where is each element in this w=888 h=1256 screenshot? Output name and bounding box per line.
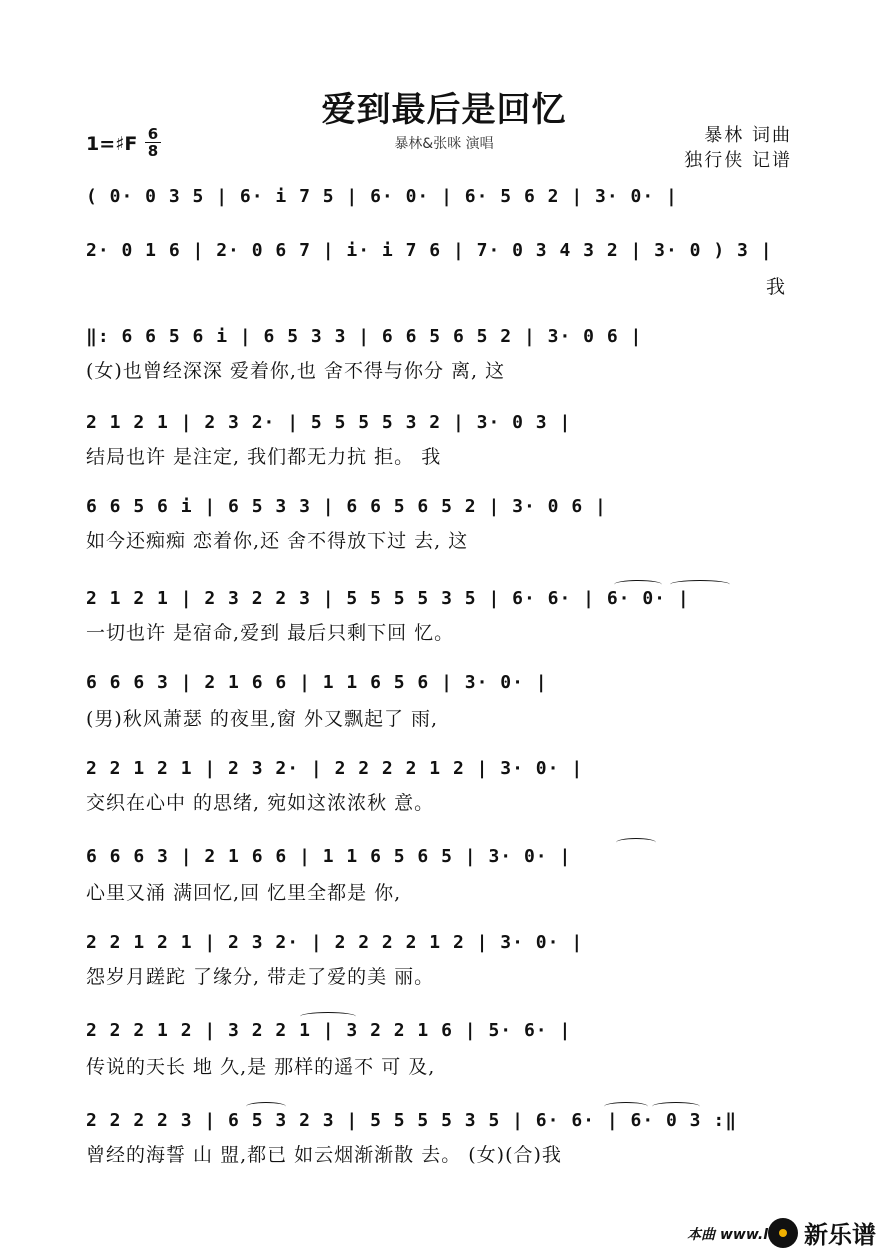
notes: 2 2 2 1 2 | 3 2 2 1 | 3 2 2 1 6 | 5· 6· |: [86, 1020, 572, 1041]
singers: 暴林&张咪 演唱: [394, 136, 494, 152]
notes: 2· 0 1 6 | 2· 0 6 7 | i· i 7 6 | 7· 0 3 4 3 2 | 3· 0 ) 3 |: [86, 240, 773, 261]
time-bottom: 8: [147, 142, 159, 160]
lyrics: 曾经的海誓 山 盟,都已 如云烟渐渐散 去。 (女)(合)我: [86, 1144, 562, 1166]
lyrics: 传说的天长 地 久,是 那样的遥不 可 及,: [86, 1056, 436, 1078]
credit-transcriber: 独行侠 记谱: [684, 150, 792, 171]
logo-name: 新乐谱: [804, 1221, 876, 1249]
notes: 2 2 2 2 3 | 6 5 3 2 3 | 5 5 5 5 3 5 | 6· 6· | 6· 0 3 :‖: [86, 1110, 738, 1131]
notes: ‖: 6 6 5 6 i | 6 5 3 3 | 6 6 5 6 5 2 | 3· 0 6 |: [86, 326, 643, 347]
lyrics: 我: [766, 276, 787, 298]
page-title: 爱到最后是回忆: [321, 90, 567, 130]
notes: 2 2 1 2 1 | 2 3 2· | 2 2 2 2 1 2 | 3· 0· |: [86, 932, 584, 953]
site-watermark-text: 本曲 www.l: [687, 1227, 768, 1243]
notes: 6 6 6 3 | 2 1 6 6 | 1 1 6 5 6 5 | 3· 0· |: [86, 846, 572, 867]
notes: 2 2 1 2 1 | 2 3 2· | 2 2 2 2 1 2 | 3· 0· |: [86, 758, 584, 779]
notes: 6 6 5 6 i | 6 5 3 3 | 6 6 5 6 5 2 | 3· 0 6 |: [86, 496, 607, 517]
lyrics: 一切也许 是宿命,爱到 最后只剩下回 忆。: [86, 622, 455, 644]
site-logo[interactable]: [768, 1215, 876, 1250]
lyrics: (女)也曾经深深 爱着你,也 舍不得与你分 离, 这: [86, 360, 506, 382]
notes: ( 0· 0 3 5 | 6· i 7 5 | 6· 0· | 6· 5 6 2 | 3· 0· |: [86, 186, 678, 207]
key-signature: 1=♯F: [86, 133, 138, 155]
lyrics: 交织在心中 的思绪, 宛如这浓浓秋 意。: [86, 792, 435, 814]
notes: 2 1 2 1 | 2 3 2· | 5 5 5 5 3 2 | 3· 0 3 |: [86, 412, 572, 433]
notes: 2 1 2 1 | 2 3 2 2 3 | 5 5 5 5 3 5 | 6· 6· | 6· 0· |: [86, 588, 690, 609]
lyrics: 怨岁月蹉跎 了缘分, 带走了爱的美 丽。: [86, 966, 435, 988]
lyrics: 如今还痴痴 恋着你,还 舍不得放下过 去, 这: [86, 530, 469, 552]
lyrics: 心里又涌 满回忆,回 忆里全都是 你,: [86, 882, 402, 904]
lyrics: (男)秋风萧瑟 的夜里,窗 外又飘起了 雨,: [86, 708, 439, 730]
time-top: 6: [147, 125, 159, 143]
music-disc-icon: [768, 1218, 798, 1248]
time-signature: [145, 127, 161, 158]
notes: 6 6 6 3 | 2 1 6 6 | 1 1 6 5 6 | 3· 0· |: [86, 672, 548, 693]
credit-lyrics-music: 暴林 词曲: [704, 125, 792, 146]
lyrics: 结局也许 是注定, 我们都无力抗 拒。 我: [86, 446, 442, 468]
slur: [616, 838, 656, 847]
